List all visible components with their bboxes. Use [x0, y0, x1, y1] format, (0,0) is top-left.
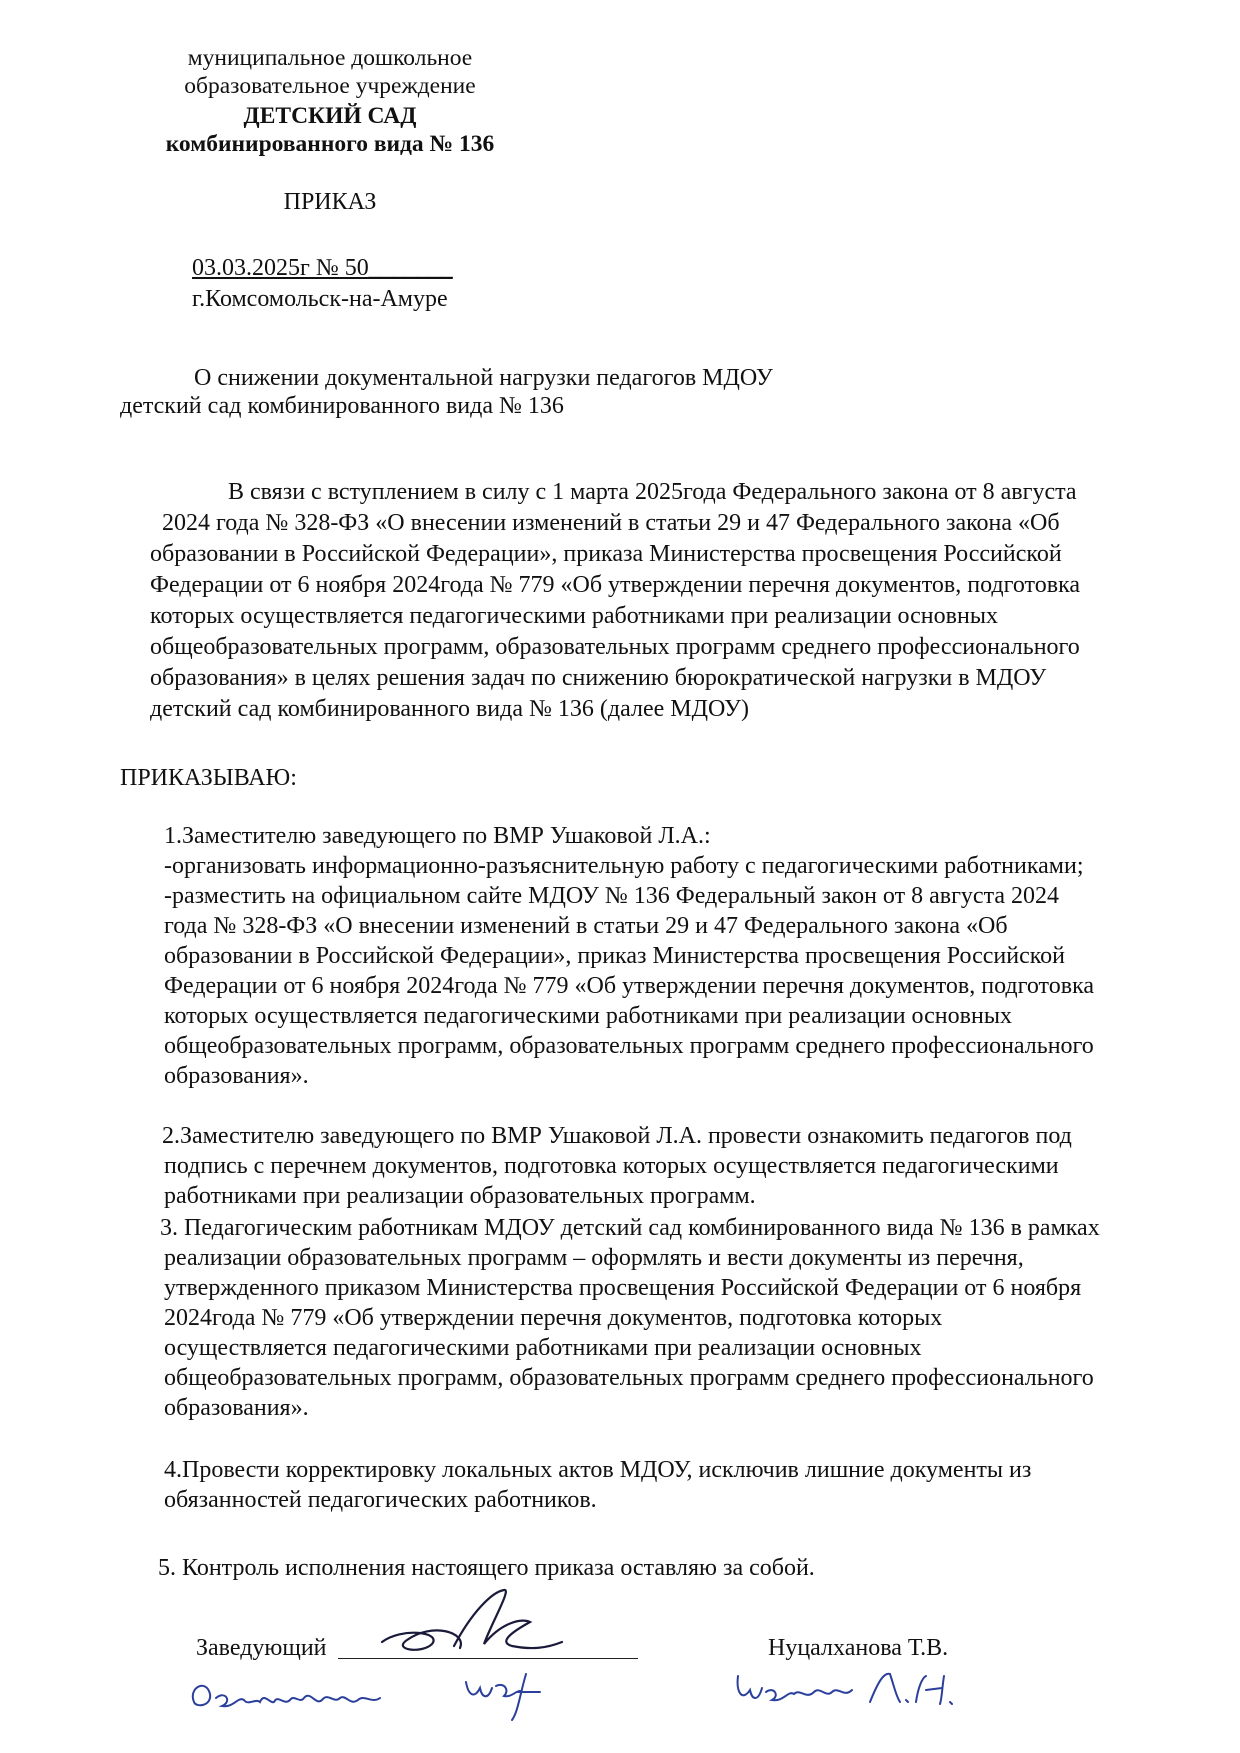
item-line: 3. Педагогическим работникам МДОУ детский сад комбинированного вида № 136 в рамках — [160, 1215, 1100, 1241]
item-line: обязанностей педагогических работников. — [164, 1487, 597, 1513]
handwritten-name — [730, 1662, 970, 1718]
org-line-1: муниципальное дошкольное — [187, 45, 473, 71]
item-line: 2.Заместителю заведующего по ВМР Ушаковой Л.А. провести ознакомить педагогов под — [162, 1123, 1072, 1149]
date-number: 03.03.2025г № 50_______ — [192, 255, 453, 281]
item-line: образования». — [164, 1395, 309, 1421]
item-line: реализации образовательных программ – оформлять и вести документы из перечня, — [164, 1245, 1024, 1271]
order-word: ПРИКАЗЫВАЮ: — [120, 765, 297, 791]
handwritten-acquainted — [186, 1668, 416, 1718]
item-line: общеобразовательных программ, образовательных программ среднего профессионального — [164, 1033, 1094, 1059]
director-signature — [372, 1582, 572, 1672]
city: г.Комсомольск-на-Амуре — [192, 286, 448, 312]
control-clause: 5. Контроль исполнения настоящего приказа оставляю за собой. — [158, 1555, 815, 1581]
preamble-line: детский сад комбинированного вида № 136 (далее МДОУ) — [150, 696, 749, 722]
org-line-2: образовательное учреждение — [184, 73, 476, 99]
preamble-line: Федерации от 6 ноября 2024года № 779 «Об утверждении перечня документов, подготовка — [150, 572, 1081, 598]
signature-name: Нуцалханова Т.В. — [768, 1635, 949, 1661]
item-line: 2024года № 779 «Об утверждении перечня документов, подготовка которых — [164, 1305, 943, 1331]
preamble-line: 2024 года № 328-ФЗ «О внесении изменений в статьи 29 и 47 Федерального закона «Об — [162, 510, 1060, 536]
item-line: осуществляется педагогическими работниками при реализации основных — [164, 1335, 922, 1361]
item-line: подпись с перечнем документов, подготовка которых осуществляется педагогическими — [164, 1153, 1059, 1179]
item-line: 1.Заместителю заведующего по ВМР Ушаковой Л.А.: — [164, 823, 711, 849]
preamble-line: образования» в целях решения задач по снижению бюрократической нагрузки в МДОУ — [150, 665, 1047, 691]
item-line: которых осуществляется педагогическими работниками при реализации основных — [164, 1003, 1012, 1029]
item-line: общеобразовательных программ, образовательных программ среднего профессионального — [164, 1365, 1094, 1391]
doc-type: ПРИКАЗ — [283, 189, 377, 215]
item-line: работниками при реализации образовательных программ. — [164, 1183, 756, 1209]
subject-line-1: О снижении документальной нагрузки педагогов МДОУ — [194, 365, 773, 391]
preamble-line: которых осуществляется педагогическими работниками при реализации основных — [150, 603, 998, 629]
org-name-line-1: ДЕТСКИЙ САД — [243, 103, 417, 129]
item-line: образования». — [164, 1063, 309, 1089]
handwritten-initials — [460, 1664, 550, 1724]
preamble-line: общеобразовательных программ, образовательных программ среднего профессионального — [150, 634, 1080, 660]
item-line: -разместить на официальном сайте МДОУ № 136 Федеральный закон от 8 августа 2024 — [164, 883, 1060, 909]
preamble-line: В связи с вступлением в силу с 1 марта 2025года Федерального закона от 8 августа — [228, 479, 1077, 505]
item-line: утвержденного приказом Министерства просвещения Российской Федерации от 6 ноября — [164, 1275, 1082, 1301]
item-line: -организовать информационно-разъяснительную работу с педагогическими работниками; — [164, 853, 1084, 879]
item-line: 4.Провести корректировку локальных актов МДОУ, исключив лишние документы из — [164, 1457, 1032, 1483]
preamble-line: образовании в Российской Федерации», приказа Министерства просвещения Российской — [150, 541, 1062, 567]
item-line: образовании в Российской Федерации», приказ Министерства просвещения Российской — [164, 943, 1066, 969]
item-line: года № 328-ФЗ «О внесении изменений в статьи 29 и 47 Федерального закона «Об — [164, 913, 1008, 939]
org-name-line-2: комбинированного вида № 136 — [165, 131, 495, 157]
item-line: Федерации от 6 ноября 2024года № 779 «Об утверждении перечня документов, подготовка — [164, 973, 1095, 999]
subject-line-2: детский сад комбинированного вида № 136 — [120, 393, 564, 419]
signature-position: Заведующий — [196, 1635, 327, 1661]
